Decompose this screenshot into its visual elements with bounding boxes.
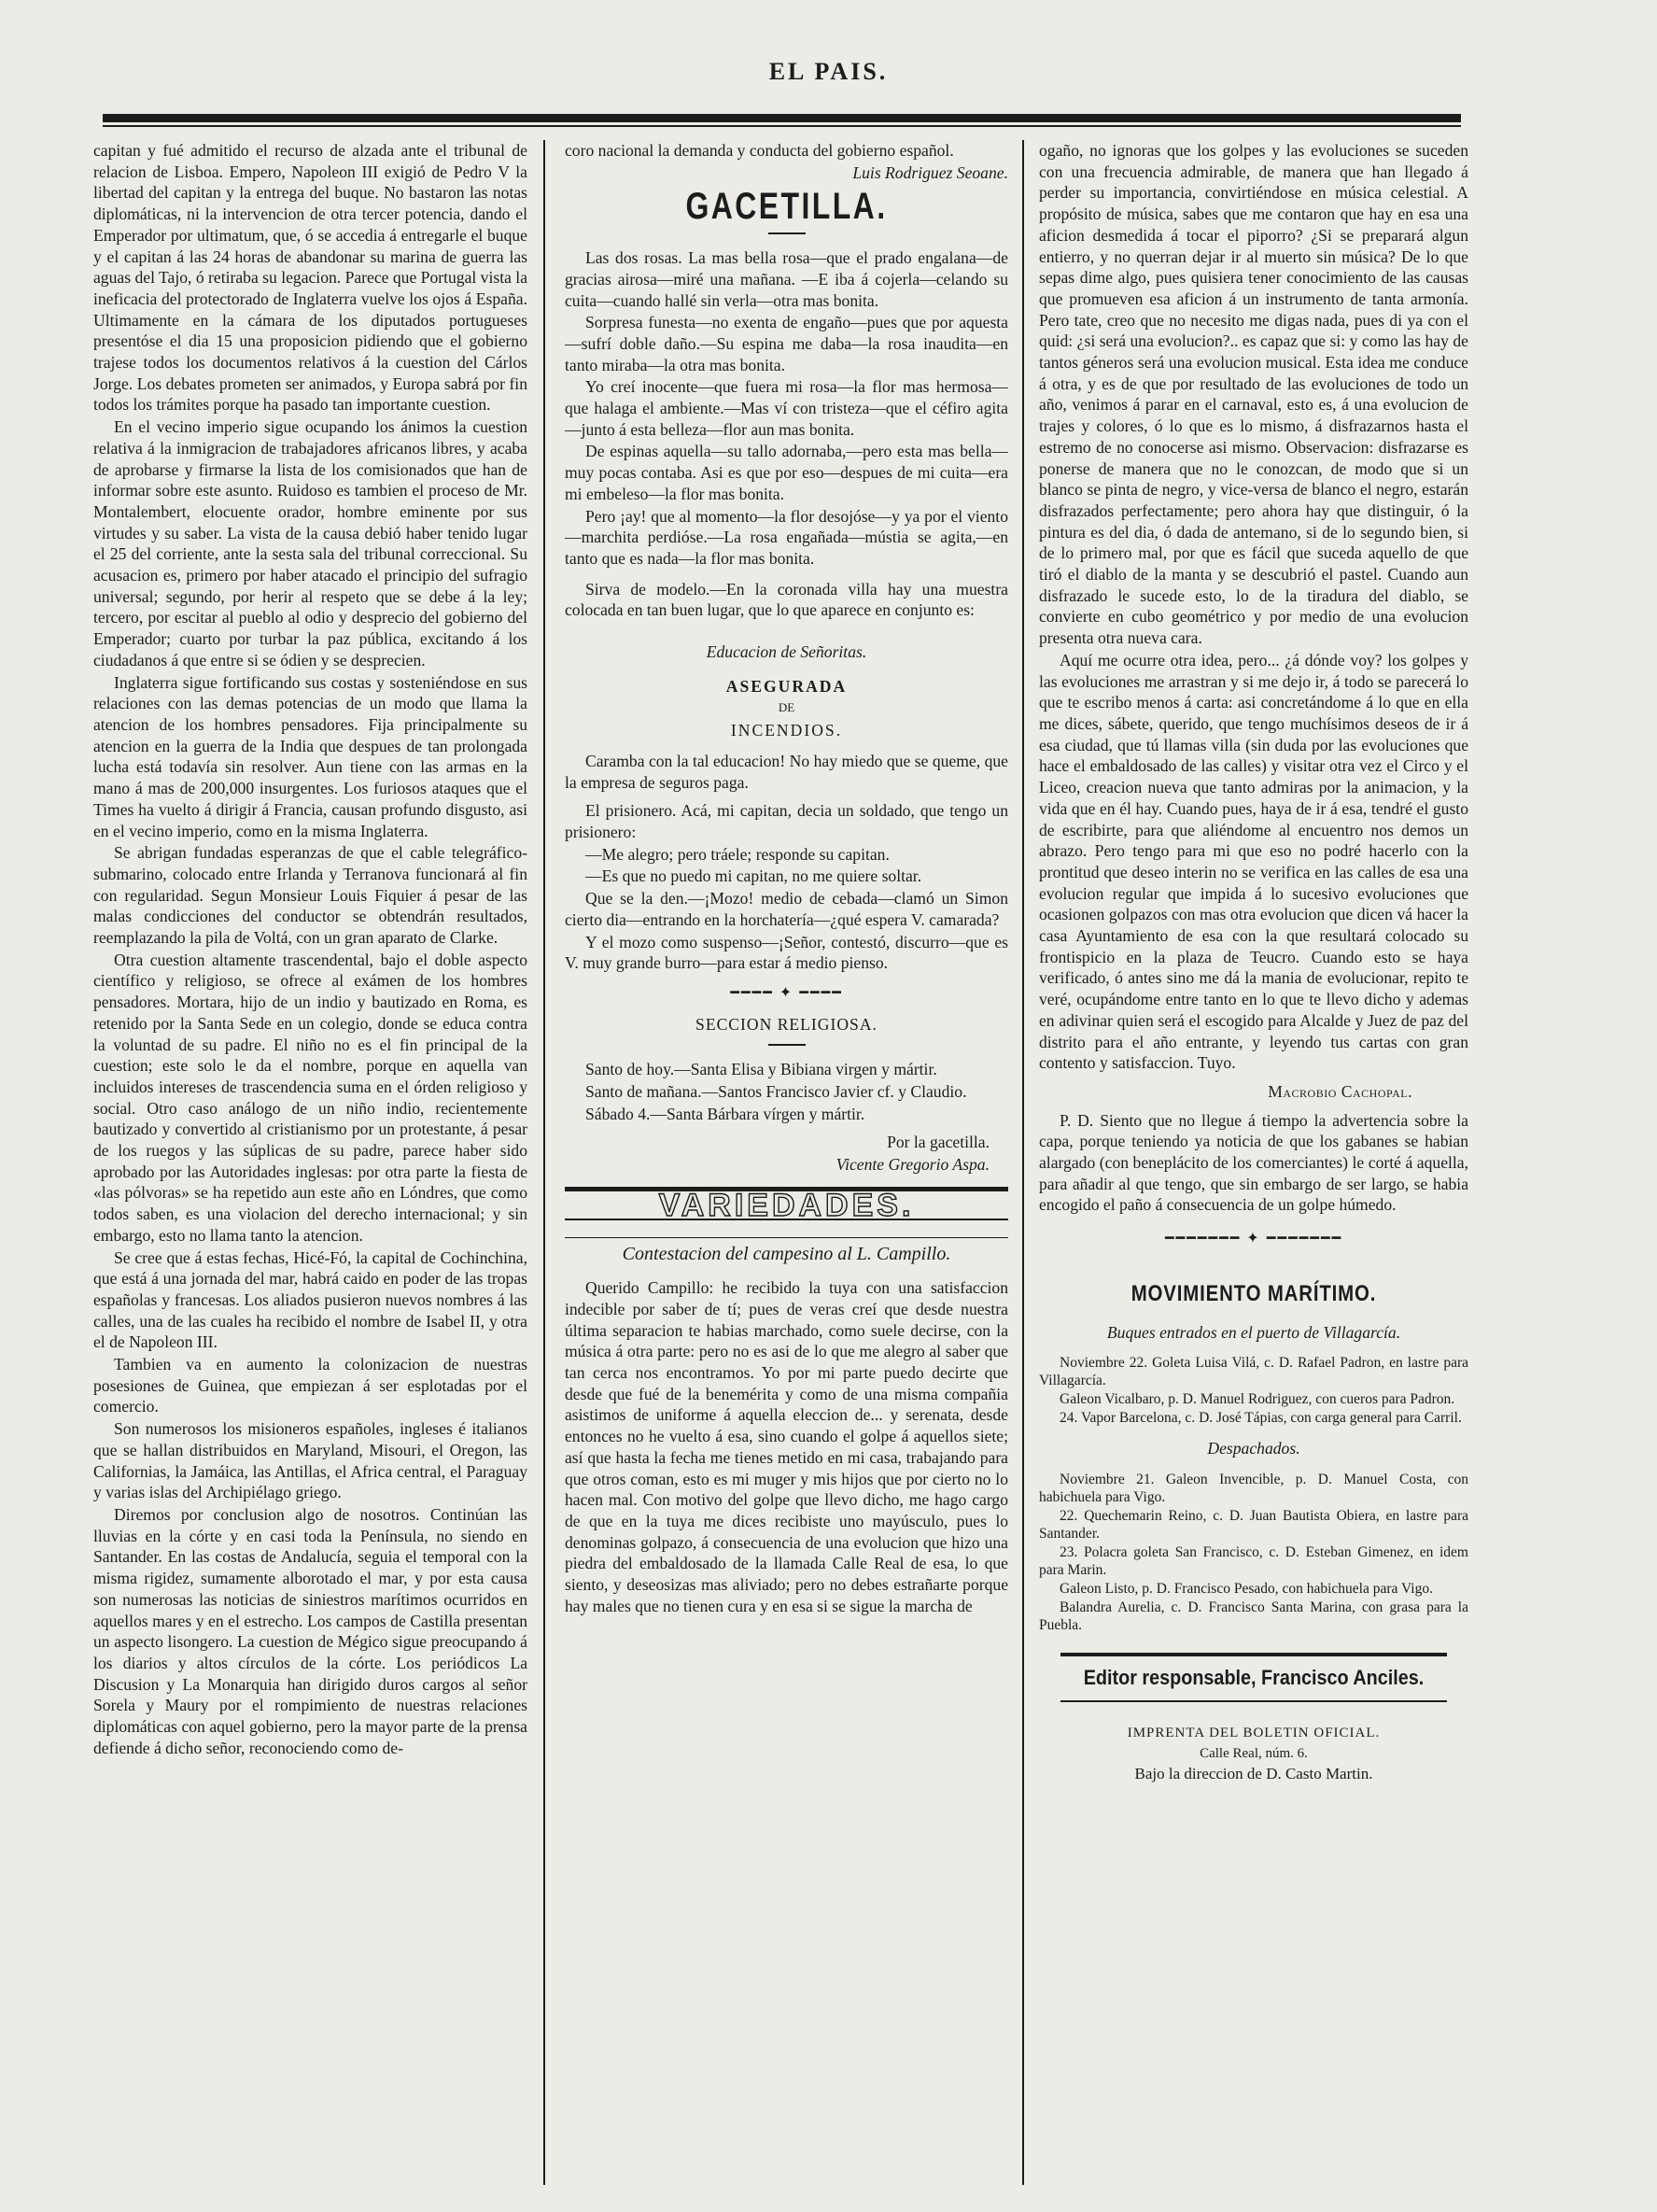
paragraph: De espinas aquella—su tallo adornaba,—pero esta mas bella—muy pocas contaba. Asi es que por eso—despues de mi cuita—era mi embeleso—la flor mas bonita.	[565, 442, 1008, 503]
paragraph: Caramba con la tal educacion! No hay miedo que se queme, que la empresa de seguros paga.	[565, 751, 1008, 792]
paragraph: En el vecino imperio sigue ocupando los ánimos la cuestion relativa á la inmigracion de trabajadores africanos libres, y acaba de aprobarse y firmarse la lista de los comisionados que han de informar sobre este asunto. Ruidoso es tambien el proceso de Mr. Montalembert, elocuente orador, hombre eminente por sus virtudes y su saber. La vista de la causa debió haber tenido lugar el 25 del corriente, ante la sesta sala del tribunal correccional. Su acusacion es, primero por haber atacado el principio del sufragio universal; segundo, por herir al respeto que se debe á la ley; tercero, por escitar al pueblo al odio y desprecio del gobierno del Emperador; cuarto por turbar la paz pública, excitando á los ciudadanos á que entre si se ódien y se desprecien.	[93, 417, 527, 669]
column-2	[565, 140, 1008, 2185]
paragraph: Diremos por conclusion algo de nosotros. Continúan las lluvias en la córte y en casi toda la Península, no siendo en Santander. En las costas de Andalucía, seguia el temporal con la misma rigidez, sumamente alborotado el mar, y por esta causa son numerosas las noticias de siniestros marítimos ocurridos en aquellos mares y en el estrecho. Los campos de Castilla presentan un aspecto lisongero. La cuestion de Mégico sigue preocupando á los diarios y altos círculos de la córte. Los periódicos La Discusion y La Monarquia han dirigido duros cargos al señor Sorela y Maury por el rompimiento de nuestras relaciones diplomáticas con aquel gobierno, pero la mayor parte de la prensa defiende á dicho señor, reconociendo como de-	[93, 1505, 527, 1757]
list-item: Galeon Listo, p. D. Francisco Pesado, con habichuela para Vigo.	[1060, 1580, 1433, 1597]
paragraph: Pero ¡ay! que al momento—la flor desojóse—y ya por el viento—marchita perdióse.—La rosa engañada—mústia se agita,—en tanto que es nada—la flor mas bonita.	[565, 506, 1008, 568]
religiosa-heading: SECCION RELIGIOSA.	[695, 1014, 878, 1034]
paragraph: Yo creí inocente—que fuera mi rosa—la flor mas hermosa—que halaga el ambiente.—Mas ví con tristeza—que el céfiro agita—junto á esta belleza—flor aun mas bonita.	[565, 377, 1008, 439]
letter-title: Contestacion del campesino al L. Campillo.	[565, 1237, 1008, 1265]
paragraph: Que se la den.—¡Mozo! medio de cebada—clamó un Simon cierto dia—entrando en la horchatería—¿qué espera V. camarada?	[565, 889, 1008, 929]
paragraph: —Me alegro; pero tráele; responde su capitan.	[585, 844, 890, 864]
paragraph: Santo de hoy.—Santa Elisa y Bibiana virgen y mártir.	[585, 1060, 937, 1079]
paragraph: Sorpresa funesta—no exenta de engaño—pues que por aquesta—sufrí doble daño.—Su espina me daba—la rosa inaudita—en tanto miraba—la otra mas bonita.	[565, 313, 1008, 374]
paragraph: Sábado 4.—Santa Bárbara vírgen y mártir.	[585, 1104, 865, 1123]
list-item: 22. Quechemarin Reino, c. D. Juan Bautista Obiera, en lastre para Santander.	[1039, 1507, 1468, 1542]
paragraph: Se cree que á estas fechas, Hicé-Fó, la capital de Cochinchina, que está á una jornada del mar, habrá caido en poder de las tropas españolas y francesas. Los aliados pusieron nuevos nombres á las calles, una de las cuales ha recibido el nombre de Isabel II, y otra el de Napoleon III.	[93, 1247, 527, 1352]
paragraph: Santo de mañana.—Santos Francisco Javier cf. y Claudio.	[585, 1082, 967, 1102]
imprenta-address: Calle Real, núm. 6.	[1200, 1745, 1308, 1761]
despachados-heading: Despachados.	[1207, 1439, 1300, 1458]
paragraph: Son numerosos los misioneros españoles, ingleses é italianos que se hallan distribuidos en Maryland, Misouri, el Oregon, las Californias, la Jamáica, las Antillas, el Africa central, el Paraguay y varias islas del Archipiélago griego.	[93, 1419, 527, 1502]
divider	[768, 1044, 806, 1046]
paragraph: capitan y fué admitido el recurso de alzada ante el tribunal de relacion de Lisboa. Empero, Napoleon III exigió de Pedro V la libertad del capitan y la entrega del buque. No bastaron las notas diplomáticas, ni la intervencion de otra tercer potencia, dando el Emperador por ultimatum, que, ó se accedia á entregarle el buque y el capitan á las 24 horas de abandonar su marina de guerra las aguas del Tajo, ó retiraba su legacion. Parece que Portugal vista la ineficacia del protectorado de Inglaterra vuelve los ojos á España. Ultimamente en la cámara de los diputados portugueses presentóse el dia 15 una proposicion pidiendo que el gobierno trajese todos los documentos relativos á la cuestion del Cárlos Jorge. Los debates prometen ser animados, y Europa sabrá por fin todos los trámites porque ha pasado tan importante cuestion.	[93, 141, 527, 415]
paragraph: Aquí me ocurre otra idea, pero... ¿á dónde voy? los golpes y las evoluciones me arrastran y si me dejo ir, á todo se parecerá lo que te escribo menos á carta: asi concretándome á lo que en ella me dices, sábete, querido, que tengo muchísimos deseos de ir á esa ciudad, que tú llamas villa (sin duda por las evoluciones que hace el embaldosado de las calles) y visitar otra vez el Circo y el Liceo, creacion nueva que tanto admiras por la animacion, y la vida que en él hay. Cuando pues, haya de ir á esa, tendré el gusto de escribirte, para que aliéndome al encuentro nos demos un abrazo. Pero tengo para mi que eso no podré hacerlo con la prontitud que deseo interin no se verifica en las calles de esa una evolucion regular que impida á lo sucesivo evoluciones que ocasionen golpazos con mas otra evolucion que dicen vá hacer la casa Ayuntamiento de esa con la que resultará colocado su frontispicio en la plaza de Teucro. Cuando esto se haya verificado, ó antes sino me dá la mania de evolucionar, repito te veré, ocupándome entre tanto en lo que te llevo dicho y ademas en adivinar quien será el escogido para Alcalde y Juez de paz del distrito para el año entrante, y leyendo tus cartas con gran contento y satisfaccion. Tuyo.	[1039, 650, 1468, 1073]
list-item: 24. Vapor Barcelona, c. D. José Tápias, con carga general para Carril.	[1060, 1410, 1462, 1427]
signature-line: Vicente Gregorio Aspa.	[836, 1155, 990, 1175]
sign-line: Educacion de Señoritas.	[706, 642, 867, 662]
editor-line: Editor responsable, Francisco Anciles.	[1060, 1653, 1447, 1702]
column-divider	[1022, 140, 1024, 2185]
divider	[768, 232, 806, 234]
list-item: 23. Polacra goleta San Francisco, c. D. Esteban Gimenez, en idem para Marin.	[1039, 1543, 1468, 1578]
signature-line: Por la gacetilla.	[887, 1133, 990, 1152]
gacetilla-heading: GACETILLA.	[685, 186, 888, 228]
list-item: Noviembre 21. Galeon Invencible, p. D. Manuel Costa, con habichuela para Vigo.	[1039, 1471, 1468, 1505]
list-item: Balandra Aurelia, c. D. Francisco Santa Marina, con grasa para la Puebla.	[1039, 1599, 1468, 1633]
list-item: Galeon Vicalbaro, p. D. Manuel Rodriguez, con cueros para Padron.	[1060, 1391, 1455, 1408]
column-divider	[543, 140, 545, 2185]
paragraph: P. D. Siento que no llegue á tiempo la advertencia sobre la capa, porque teniendo ya noticia de que los gabanes se habian alargado (con beneplácito de los comerciantes) le corté á aquella, para añadir al que tengo, que sin embargo de ser largo, se habia encogido el paño á consecuencia de un golpe húmedo.	[1039, 1110, 1468, 1215]
masthead: EL PAIS.	[768, 58, 889, 85]
variedades-title: VARIEDADES.	[658, 1187, 915, 1223]
paragraph: coro nacional la demanda y conducta del gobierno español.	[565, 141, 954, 160]
imprenta-name: IMPRENTA DEL BOLETIN OFICIAL.	[1127, 1725, 1381, 1740]
entrados-heading: Buques entrados en el puerto de Villagarcía.	[1106, 1322, 1401, 1342]
sign-line: ASEGURADA	[725, 676, 848, 696]
despachados-list	[1039, 1471, 1468, 1634]
paragraph: ogaño, no ignoras que los golpes y las evoluciones se suceden con una frecuencia admirable, de manera que han llegado á perder su importancia, convirtiéndose en música celestial. A propósito de música, sabes que me contaron que hay en esa una aficion desmedida á tocar el piporro? ¿Si se preparará algun entierro, y no querran dejar ir al muerto sin música? De lo que sepas dime algo, pues quisiera tener conocimiento de las causas que promueven esa aficion á un instrumento de tanta armonía. Pero tate, creo que no necesito me digas nada, pues di ya con el quid: ¿si será una evolucion?.. es capaz que si: y como las hay de tantos géneros será una evolucion musical. Esta idea me conduce á otra, y es de que por resultado de las evoluciones de todo un año, venimos á parar en el carnaval, esto es, á una evolucion de trajes y colores, ó lo que es lo mismo, á disfrazarnos hasta el estremo de no conocerse asi mismo. Observacion: disfrazarse es ponerse de manera que no le conozcan, de modo que si un blanco se pinta de negro, y vice-versa de blanco el negro, estarán disfrazados perfectamente; pero ahora hay que distinguir, ó la pintura es del dia, ó dada de antemano, si de lo segundo bien, si de lo primero mal, por que es fácil que suceda aquello de que tiró el diablo de la manta y se descubrió el pastel. Cuando aun disfrazado le sucede esto, lo de la tiradura del diablo, se convierte en cubo geométrico y por medio de una evolucion presenta otra nueva cara.	[1039, 141, 1468, 648]
paragraph: Tambien va en aumento la colonizacion de nuestras posesiones de Guinea, que empiezan á ser esplotadas por el comercio.	[93, 1355, 527, 1416]
header-rule-thin	[103, 125, 1461, 127]
column-1	[93, 140, 527, 2185]
paragraph: El prisionero. Acá, mi capitan, decia un soldado, que tengo un prisionero:	[565, 801, 1008, 841]
paragraph: Querido Campillo: he recibido la tuya con una satisfaccion indecible por saber de tí; pues de veras creí que desde nuestra última separacion te habias marchado, como suele decirse, con la música á otra parte: pero no es asi de lo que me alegro al saber que tan cerca nos encontramos. Yo por mi parte puedo decirte que desde que fué de la benemérita y como de una misma compañia asistimos de uniforme á aquella eleccion de... y serenata, desde entonces no he vuelto á esa, sino cuando el golpe á aquellos siete; así que hasta la fecha me tienes metido en mi casa, trabajando para que otros coman, esto es mi muger y mis hijos que por cierto no lo hacen mal. Con motivo del golpe que llevo dicho, me hago cargo de que en la tuya me dices recibiste uno mayúsculo, pues lo denominas golpazo, á consecuencia de una evolucion que hizo una piedra del embaldosado de la llamada Calle Real de esa, lo que siento, y deseosizas mas aliviado; pero no debes estrañarte porque hay males que no tienen cura y en esa si se sigue la marcha de	[565, 1278, 1008, 1615]
ornament-divider: ━━━━━━━ ✦ ━━━━━━━	[1164, 1231, 1343, 1247]
paragraph: Inglaterra sigue fortificando sus costas y sosteniéndose en sus relaciones con las demas potencias de un modo que llama la atencion de los hombres pensadores. Fija principalmente su atencion en la guerra de la India que despues de tan prolongada lucha está todavía sin resolver. Aun tiene con las armas en la mano á mas de 200,000 insurgentes. Los furiosos ataques que el Times ha vuelto á dirigir á Francia, causan profundo disgusto, asi en el vecino imperio, como en la misma Inglaterra.	[93, 672, 527, 840]
imprenta-block	[1039, 1723, 1468, 1784]
sign-line: INCENDIOS.	[730, 721, 843, 740]
list-item: Noviembre 22. Goleta Luisa Vilá, c. D. Rafael Padron, en lastre para Villagarcía.	[1039, 1355, 1468, 1389]
column-3	[1039, 140, 1468, 2185]
maritimo-heading: MOVIMIENTO MARÍTIMO.	[1130, 1280, 1377, 1306]
variedades-heading	[565, 1187, 1008, 1223]
author-signature: Luis Rodriguez Seoane.	[852, 162, 1008, 182]
paragraph: Otra cuestion altamente trascendental, bajo el doble aspecto científico y religioso, se ofrece al exámen de los hombres pensadores. Mortara, hijo de un indio y bautizado en Roma, es retenido por la Santa Sede en un colegio, donde se educa contra la voluntad de su padre. El niño no es el fin principal de la cuestion; este solo le da el nombre, porque en aquella van incluidos intereses de trascendencia suma en el órden religioso y social. Otro caso análogo de un niño indio, recientemente bautizado y convertido al cristianismo por un protestante, á pesar de los ruegos y las súplicas de su padre, parece haber sido aprobado por las Autoridades inglesas: por otra parte la fiesta de «las pólvoras» se ha repetido aun este año en Lóndres, que como todos saben, es una violacion del derecho internacional; y sin embargo, esto no llama tanto la atencion.	[93, 950, 527, 1245]
sign-line: DE	[778, 700, 795, 715]
paragraph: Sirva de modelo.—En la coronada villa hay una muestra colocada en tan buen lugar, que lo que aparece en conjunto es:	[565, 579, 1008, 620]
paragraph: Las dos rosas. La mas bella rosa—que el prado engalana—de gracias airosa—miré una mañana. —E iba á cojerla—celando su cuita—cuando hallé sin verla—otra mas bonita.	[565, 248, 1008, 310]
paragraph: —Es que no puedo mi capitan, no me quiere soltar.	[585, 866, 922, 886]
paragraph: Y el mozo como suspenso—¡Señor, contestó, discurro—que es V. muy grande burro—para estar á medio pienso.	[565, 932, 1008, 973]
imprenta-direction: Bajo la direccion de D. Casto Martin.	[1134, 1764, 1373, 1782]
entrados-list	[1039, 1354, 1468, 1427]
ornament-divider: ━━━━ ✦ ━━━━	[730, 984, 843, 1001]
paragraph: Se abrigan fundadas esperanzas de que el cable telegráfico-submarino, colocado entre Irlanda y Terranova funcionará al fin con regularidad. Segun Monsieur Louis Fiquier á pesar de las malas condicciones del conductor se obtendrán resultados, reemplazando la pila de Voltá, con un gran aparato de Clarke.	[93, 843, 527, 948]
header-rule	[103, 114, 1461, 122]
letter-signature: Macrobio Cachopal.	[1268, 1081, 1412, 1101]
